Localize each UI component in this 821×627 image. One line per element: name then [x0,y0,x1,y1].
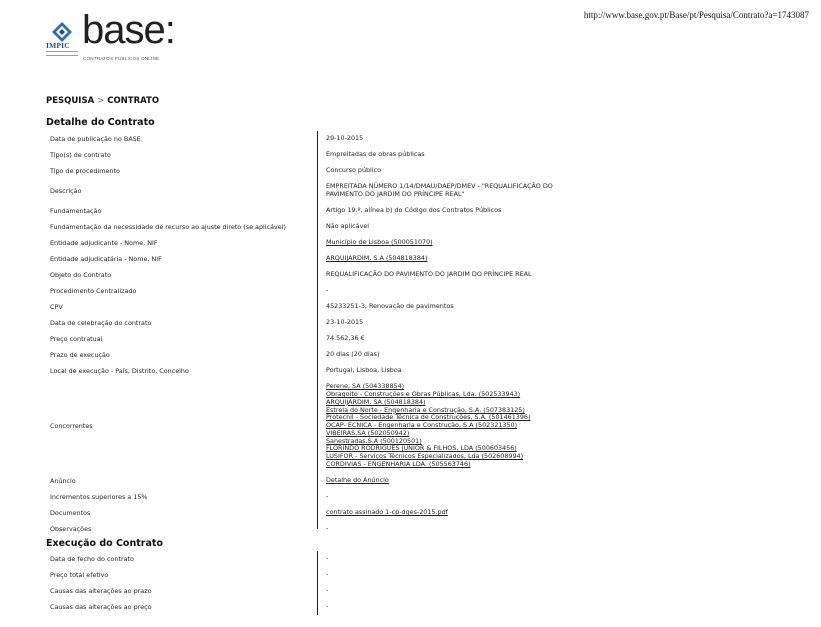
concorrente-link[interactable]: Sanestradas,S.A (500120501) [326,436,422,445]
row-label: Documentos [50,509,91,517]
row-label: Concorrentes [50,422,93,430]
table-row [46,315,606,331]
table-row [46,583,606,599]
table-row [46,251,606,267]
row-label: Causas das alterações ao preço [50,603,152,611]
concorrente-link[interactable]: ARQUIJARDIM, SA (504818384) [326,397,426,406]
concorrente-link[interactable]: Obragoito - Construções e Obras Públicas, Lda. (502533943) [326,389,521,398]
concorrente-link[interactable]: OCAP- ECNICA - Engenharia e Construção, S.A (502321350) [326,421,518,430]
row-value: - [326,492,329,501]
row-label: CPV [50,303,63,311]
row-value: EMPREITADA NÚMERO 1/14/DMAU/DAEP/DMEV - "REQUALIFICAÇÃO DO PAVIMENTO DO JARDIM DO PRÍNCIPE REAL" [326,181,553,198]
row-value: - [326,554,329,563]
concorrente-link[interactable]: LUSIFOR - Serviços Técnicos Especializados, Lda (502608994) [326,452,524,461]
table-row [46,567,606,583]
table-row [46,551,606,567]
row-value: REQUALIFICAÇÃO DO PAVIMENTO DO JARDIM DO PRÍNCIPE REAL [326,270,532,279]
row-label: Incrementos superiores a 15% [50,493,148,501]
row-value [314,239,606,247]
base-logo[interactable] [46,8,186,66]
table-row [46,489,606,505]
row-label: Tipo de procedimento [50,167,120,175]
row-value: Empreitadas de obras públicas [326,150,425,159]
table-row [46,299,606,315]
row-label: Descrição [50,186,82,195]
breadcrumb-separator: > [97,96,105,106]
row-value: 29-10-2015 [326,134,364,143]
row-label: Causas das alterações ao prazo [50,587,152,595]
row-value [314,255,606,263]
base-wordmark: base: [82,8,175,52]
row-value: Portugal, Lisboa, Lisboa [326,366,402,375]
row-value: 23-10-2015 [326,318,364,327]
impic-wordmark: IMPIC [46,41,70,50]
row-label: Local de execução - País, Distrito, Concelho [50,367,189,375]
row-value: - [326,602,329,611]
breadcrumb [46,96,159,106]
row-value: Concurso público [326,166,382,175]
base-subtitle: CONTRATOS PÚBLICOS ONLINE [83,56,160,61]
row-value: Artigo 19.º, alínea b) do Código dos Contratos Públicos [326,205,502,214]
table-row [46,363,606,379]
row-value: Não aplicável [326,222,370,231]
execution-section-title: Execução do Contrato [46,538,163,549]
table-row [46,131,606,147]
documento-link[interactable]: contrato assinado 1-cp-dges-2015.pdf [326,508,448,517]
row-value [314,509,606,517]
table-row [46,505,606,521]
table-row [46,235,606,251]
table-row [46,473,606,489]
concorrente-link[interactable]: CORDIVIAS - ENGENHARIA LDA. (505563746) [326,460,471,469]
table-row [46,599,606,615]
detalhe-anuncio-link[interactable]: Detalhe do Anúncio [326,476,389,485]
row-value: 20 dias (20 dias) [326,350,380,359]
table-row [46,347,606,363]
table-row-concorrentes [46,379,606,473]
table-row [46,283,606,299]
table-row [46,219,606,235]
row-label: Observações [50,525,92,533]
concorrente-link[interactable]: Estrela do Norte - Engenharia e Construção, S.A. (507383125) [326,405,525,414]
row-label: Data de fecho do contrato [50,555,134,563]
row-value: - [326,586,329,595]
row-label: Prazo de execução [50,351,110,359]
breadcrumb-contrato: CONTRATO [107,96,160,106]
row-value: - [326,570,329,579]
row-value: 45233251-3, Renovação de pavimentos [326,302,454,311]
concorrente-link[interactable]: Perene, SA (504338854) [326,382,405,391]
concorrente-link[interactable]: FLORINDO RODRIGUES JÚNIOR & FILHOS, LDA (500603456) [326,444,517,453]
row-value: - [326,286,329,295]
table-row [46,147,606,163]
table-row [46,163,606,179]
impic-diamond-icon [52,22,72,42]
row-label: Anúncio [50,477,76,485]
row-label: Tipo(s) de contrato [50,151,111,159]
row-value [314,477,606,485]
row-label: Preço contratual [50,335,103,343]
table-row [46,267,606,283]
detail-table [46,131,606,537]
row-label: Fundamentação [50,206,102,215]
row-label: Data de celebração do contrato [50,319,152,327]
row-label: Fundamentação da necessidade de recurso ao ajuste direto (se aplicável) [50,223,286,231]
table-row [46,331,606,347]
table-row [46,179,606,202]
row-label: Entidade adjudicante - Nome, NIF [50,239,158,247]
row-label: Entidade adjudicatária - Nome, NIF [50,255,162,263]
concorrente-link[interactable]: Protecnil - Sociedade Técnica de Construções, S.A. (501461396) [326,413,531,422]
row-label: Procedimento Centralizado [50,287,137,295]
concorrentes-list [314,383,606,469]
row-label: Objeto do Contrato [50,271,112,279]
page-url: http://www.base.gov.pt/Base/pt/Pesquisa/Contrato?a=1743087 [583,10,809,20]
execution-table [46,551,606,615]
concorrente-link[interactable]: VIBEIRAS,SA (502050942) [326,428,410,437]
row-label: Data de publicação no BASE [50,135,141,143]
row-value: - [326,524,329,533]
entidade-adjudicante-link[interactable]: Município de Lisboa (500051070) [326,238,433,247]
impic-underline [46,51,78,56]
table-row [46,202,606,219]
row-value: 74.562,36 € [326,334,365,343]
breadcrumb-pesquisa[interactable]: PESQUISA [46,96,95,106]
table-row [46,521,606,537]
row-label: Preço total efetivo [50,571,109,579]
entidade-adjudicataria-link[interactable]: ARQUIJARDIM, S.A (504818384) [326,254,428,263]
detail-section-title: Detalhe do Contrato [46,117,155,128]
